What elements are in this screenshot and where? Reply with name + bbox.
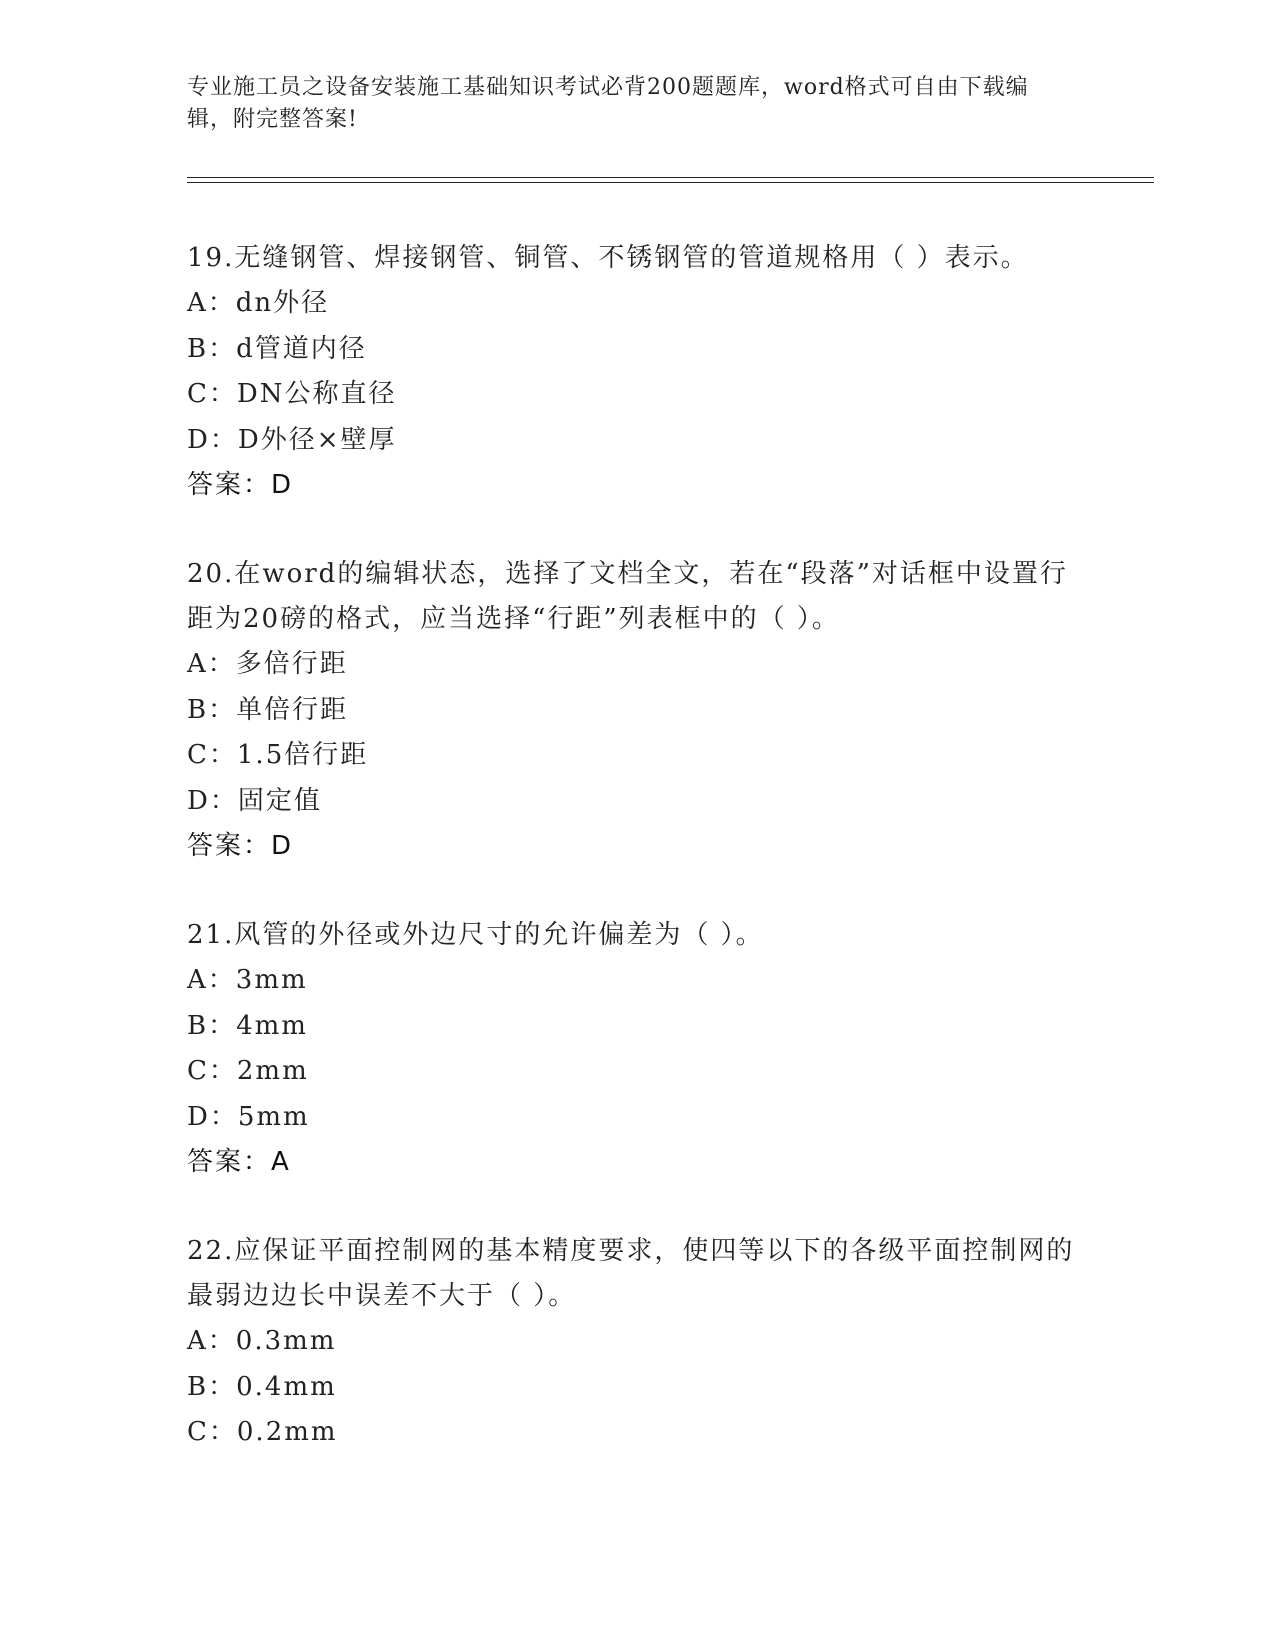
answer: 答案：D — [187, 470, 294, 500]
question-stem: 21.风管的外径或外边尺寸的允许偏差为（ ）。 — [187, 920, 764, 950]
option-b: B：d管道内径 — [187, 333, 367, 364]
option-c: C：0.2mm — [187, 1417, 338, 1447]
option-d: D：D外径×壁厚 — [187, 424, 397, 455]
question-19 — [187, 236, 1087, 508]
option-a: A：3mm — [187, 965, 308, 995]
option-a: A：多倍行距 — [187, 649, 348, 679]
header-divider-top — [187, 177, 1154, 178]
option-c: C：2mm — [187, 1056, 309, 1086]
header-divider-bottom — [187, 182, 1154, 183]
option-d: D：5mm — [187, 1101, 310, 1132]
page-header: 专业施工员之设备安装施工基础知识考试必背200题题库，word格式可自由下载编辑，附完整答案! — [187, 75, 1029, 132]
option-a: A：0.3mm — [187, 1326, 337, 1356]
answer: 答案：D — [187, 831, 294, 861]
question-stem: 22.应保证平面控制网的基本精度要求，使四等以下的各级平面控制网的最弱边边长中误差不大于（ ）。 — [187, 1236, 1075, 1311]
question-20 — [187, 552, 1087, 869]
option-a: A：dn外径 — [187, 288, 330, 318]
question-22 — [187, 1229, 1087, 1456]
question-stem: 20.在word的编辑状态，选择了文档全文，若在“段落”对话框中设置行距为20磅的格式，应当选择“行距”列表框中的（ ）。 — [187, 559, 1068, 634]
question-stem: 19.无缝钢管、焊接钢管、铜管、不锈钢管的管道规格用（ ）表示。 — [187, 243, 1029, 273]
option-c: C：1.5倍行距 — [187, 740, 369, 770]
question-21 — [187, 913, 1087, 1185]
option-b: B：单倍行距 — [187, 694, 349, 725]
option-c: C：DN公称直径 — [187, 379, 397, 409]
option-d: D：固定值 — [187, 785, 322, 816]
option-b: B：0.4mm — [187, 1371, 337, 1402]
option-b: B：4mm — [187, 1010, 308, 1041]
answer: 答案：A — [187, 1147, 291, 1177]
question-list — [187, 236, 1087, 1500]
